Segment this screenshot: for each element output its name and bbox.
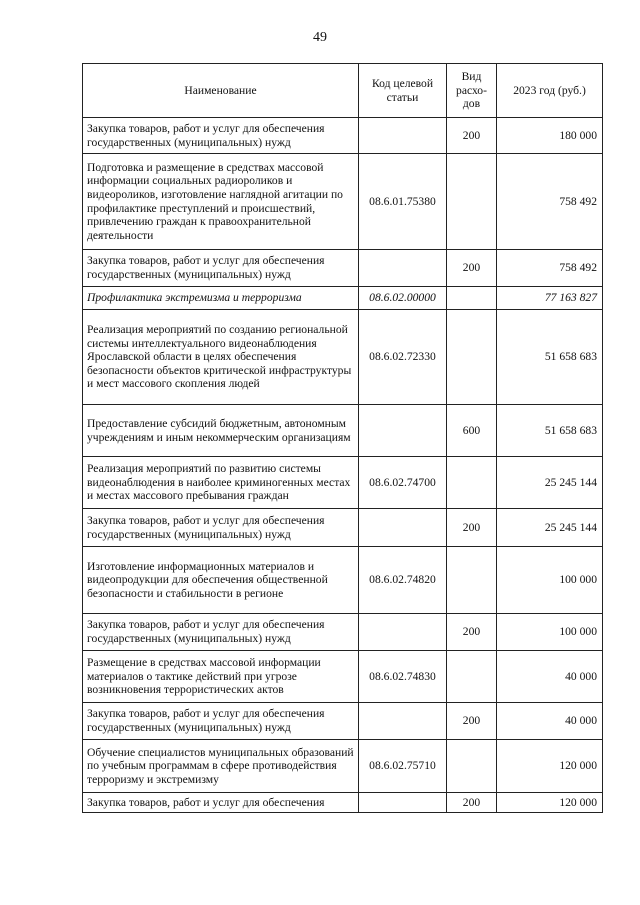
row-amount-cell: 120 000 (497, 740, 603, 793)
table-row (83, 651, 603, 703)
table-row (83, 118, 603, 154)
row-name-cell: Реализация мероприятий по развитию системы видеонаблюдения в наиболее криминогенных местах и местах массового пребывания граждан (83, 457, 359, 509)
row-name-cell: Закупка товаров, работ и услуг для обеспечения государственных (муниципальных) нужд (83, 250, 359, 287)
row-code-cell (359, 118, 447, 154)
row-name-cell: Закупка товаров, работ и услуг для обеспечения (83, 793, 359, 813)
row-type-cell: 200 (447, 703, 497, 740)
row-name-cell: Обучение специалистов муниципальных образований по учебным программам в сфере противодействия терроризму и экстремизму (83, 740, 359, 793)
row-code-cell (359, 405, 447, 457)
table-row (83, 405, 603, 457)
row-type-cell: 600 (447, 405, 497, 457)
budget-table (82, 63, 603, 813)
row-name-cell: Закупка товаров, работ и услуг для обеспечения государственных (муниципальных) нужд (83, 703, 359, 740)
row-type-cell (447, 740, 497, 793)
row-code-cell (359, 250, 447, 287)
row-amount-cell: 758 492 (497, 154, 603, 250)
row-amount-cell: 40 000 (497, 703, 603, 740)
row-type-cell: 200 (447, 793, 497, 813)
row-amount-cell: 51 658 683 (497, 310, 603, 405)
table-row (83, 740, 603, 793)
row-code-cell: 08.6.02.00000 (359, 287, 447, 310)
table-row (83, 457, 603, 509)
row-name-cell: Закупка товаров, работ и услуг для обеспечения государственных (муниципальных) нужд (83, 118, 359, 154)
row-name-cell: Профилактика экстремизма и терроризма (83, 287, 359, 310)
row-amount-cell: 51 658 683 (497, 405, 603, 457)
row-type-cell (447, 457, 497, 509)
row-code-cell (359, 509, 447, 547)
table-row (83, 614, 603, 651)
row-name-cell: Размещение в средствах массовой информации материалов о тактике действий при угрозе возникновения террористических актов (83, 651, 359, 703)
row-amount-cell: 40 000 (497, 651, 603, 703)
row-code-cell: 08.6.02.74820 (359, 547, 447, 614)
row-amount-cell: 100 000 (497, 547, 603, 614)
table-row (83, 547, 603, 614)
row-name-cell: Подготовка и размещение в средствах массовой информации социальных радиороликов и видеороликов, изготовление наглядной агитации по профилактике преступлений и происшествий, привлечению граждан к правоохранительной деятельности (83, 154, 359, 250)
header-name: Наименование (83, 64, 359, 118)
row-code-cell: 08.6.01.75380 (359, 154, 447, 250)
row-amount-cell: 180 000 (497, 118, 603, 154)
row-type-cell (447, 651, 497, 703)
row-code-cell (359, 614, 447, 651)
header-amount: 2023 год (руб.) (497, 64, 603, 118)
row-type-cell (447, 154, 497, 250)
row-code-cell: 08.6.02.74700 (359, 457, 447, 509)
row-code-cell: 08.6.02.72330 (359, 310, 447, 405)
row-amount-cell: 100 000 (497, 614, 603, 651)
header-code: Код целевой статьи (359, 64, 447, 118)
row-amount-cell: 25 245 144 (497, 457, 603, 509)
row-name-cell: Закупка товаров, работ и услуг для обеспечения государственных (муниципальных) нужд (83, 509, 359, 547)
row-code-cell (359, 793, 447, 813)
table-row (83, 793, 603, 813)
row-type-cell (447, 287, 497, 310)
table-row (83, 250, 603, 287)
table-header-row (83, 64, 603, 118)
table-row (83, 154, 603, 250)
row-name-cell: Реализация мероприятий по созданию региональной системы интеллектуального видеонаблюдения Ярославской области в целях обеспечения безопасности объектов критической инфраструктуры и мест массового скопления людей (83, 310, 359, 405)
header-type: Вид расхо- дов (447, 64, 497, 118)
row-type-cell: 200 (447, 509, 497, 547)
row-amount-cell: 758 492 (497, 250, 603, 287)
row-type-cell: 200 (447, 118, 497, 154)
row-name-cell: Закупка товаров, работ и услуг для обеспечения государственных (муниципальных) нужд (83, 614, 359, 651)
row-type-cell: 200 (447, 614, 497, 651)
row-name-cell: Изготовление информационных материалов и видеопродукции для обеспечения общественной безопасности и стабильности в регионе (83, 547, 359, 614)
row-type-cell (447, 310, 497, 405)
table-row (83, 703, 603, 740)
row-name-cell: Предоставление субсидий бюджетным, автономным учреждениям и иным некоммерческим организациям (83, 405, 359, 457)
table-body (83, 118, 603, 813)
row-code-cell: 08.6.02.74830 (359, 651, 447, 703)
page-number: 49 (313, 30, 327, 45)
row-amount-cell: 120 000 (497, 793, 603, 813)
row-type-cell (447, 547, 497, 614)
table-row (83, 509, 603, 547)
row-amount-cell: 25 245 144 (497, 509, 603, 547)
row-code-cell (359, 703, 447, 740)
table-row (83, 287, 603, 310)
row-amount-cell: 77 163 827 (497, 287, 603, 310)
row-type-cell: 200 (447, 250, 497, 287)
row-code-cell: 08.6.02.75710 (359, 740, 447, 793)
table-row (83, 310, 603, 405)
